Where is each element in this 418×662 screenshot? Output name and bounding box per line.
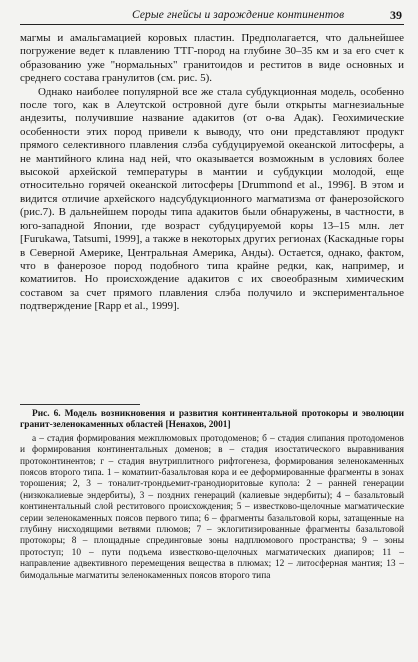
- figure-caption: [20, 409, 404, 582]
- paragraph-continued: магмы и амальгамацией коровых пластин. Предполагается, что дальнейшее погружение ведет к плавлению ТТГ-пород на глубине 30–35 км и за его счет к образованию уже "нормальных" гранитоидов и реститов в виде основных и среднего состава гранулитов (см. рис. 5).: [20, 32, 404, 85]
- figure-caption-legend: а – стадия формирования межплюмовых протодоменов; б – стадия слипания протодоменов и формирования континентальных доменов; в – стадия изостатического выравнивания протоконтинентов; г – стадия внутриплитного рифтогенеза, формирования зеленокаменных поясов второго типа. 1 – коматиит-базальтовая кора и ее деформированные фрагменты в зонах торошения; 2, 3 – тоналит-трондьемит-гранодиоритовые купола: 2 – ранней генерации (низкокалиевые эндербиты), 3 – поздних генераций (калиевые эндербиты); 4 – базальтовый континентальный слой реститового происхождения; 5 – известково-щелочные магматические серии зеленокаменных поясов первого типа; 6 – фрагменты базальтовой коры, затащенные на глубину нисходящими ветвями плюмов; 7 – эклогитизированные фрагменты базальтовой протокоры; 8 – площадные спрединговые зоны надплюмового пространства; 9 – зоны протоступ; 10 – пути подъема известково-щелочных магматических диапиров; 11 – направление адвективного перемещения вещества в плюмах; 12 – литосферная мантия; 13 – бимодальные магматиты зеленокаменных поясов второго типа: [20, 433, 404, 581]
- running-title: Серые гнейсы и зарождение континентов: [132, 9, 345, 21]
- figure-caption-title: Рис. 6. Модель возникновения и развития континентальной протокоры и эволюции гранит-зеленокаменных областей [Ненахов, 2001]: [20, 409, 404, 431]
- running-header: [20, 8, 404, 24]
- caption-separator-rule: [20, 404, 140, 405]
- paragraph-subduction-model: Однако наиболее популярной все же стала субдукционная модель, особенно после того, как в Алеутской островной дуге были открыты магнезиальные андезиты, получившие название адакитов (от о-ва Адак). Геохимические особенности этих пород привели к выводу, что они представляют продукт прямого селективного плавления слэба субдуцируемой океанской литосферы, а не мантийного клина над ней, что оказывается возможным в условиях более высокой архейской температуры в мантии и субдукции молодой, еще относительно горячей океанской литосферы [Drummond et al., 1996]. В этом и видится отличие архейского надсубдукционного магматизма от фанерозойского (рис.7). В дальнейшем породы типа адакитов были обнаружены, в частности, в юго-западной Японии, где возраст субдуцируемой коры 13–15 млн. лет [Furukawa, Tatsumi, 1999], а также в некоторых других регионах (Каскадные горы в Северной Америке, Центральная Америка, Анды). Остается, однако, фактом, что в фанерозое пород подобного типа крайне редки, как, например, и коматиитов. Но происхождение адакитов с их своеобразным химическим составом за счет прямого плавления слэба получило и экспериментальное подтверждение [Rapp et al., 1999].: [20, 85, 404, 313]
- header-rule: [20, 24, 404, 25]
- body-text: [20, 32, 404, 314]
- page-number: 39: [390, 8, 402, 22]
